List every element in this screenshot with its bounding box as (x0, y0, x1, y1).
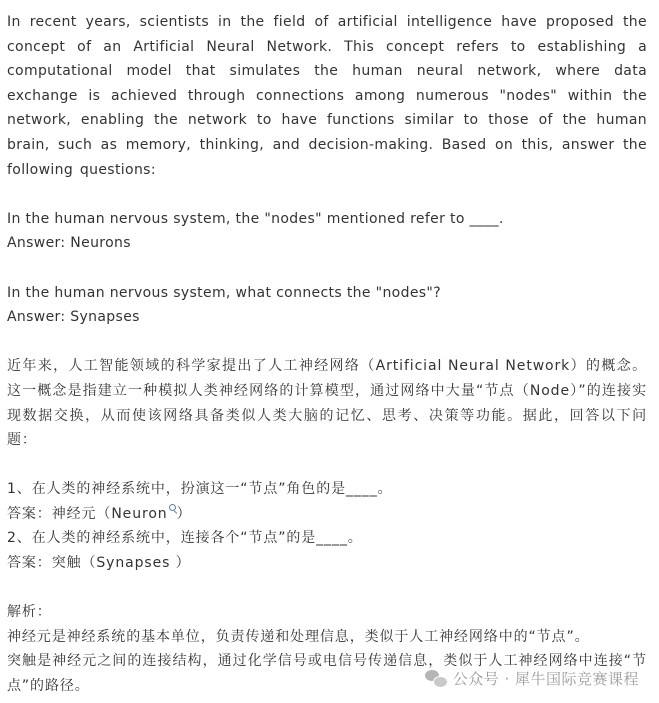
spacer (7, 330, 647, 355)
spacer (7, 576, 647, 601)
neuron-term-link[interactable]: Neuron (111, 505, 168, 522)
search-icon[interactable] (169, 504, 177, 514)
chinese-intro: 近年来，人工智能领域的科学家提出了人工神经网络（Artificial Neural Network）的概念。这一概念是指建立一种模拟人类神经网络的计算模型，通过网络中大量“节点（Node）”的连接实现数据交换，从而使该网络具备类似人类大脑的记忆、思考、决策等功能。据此，回答以下问题： (7, 358, 647, 449)
chinese-question-1: 1、在人类的神经系统中，扮演这一“节点”角色的是____。 (7, 481, 393, 498)
answer-suffix: ） (176, 505, 192, 522)
article-body (7, 10, 647, 699)
english-question-2: In the human nervous system, what connects the "nodes"? (7, 284, 441, 301)
english-question-1: In the human nervous system, the "nodes" mentioned refer to ____. (7, 210, 504, 227)
analysis-synapse: 突触是神经元之间的连接结构，通过化学信号或电信号传递信息，类似于人工神经网络中连接“节点”的路径。 (7, 653, 647, 695)
analysis-neuron: 神经元是神经系统的基本单位，负责传递和处理信息，类似于人工神经网络中的“节点”。 (7, 628, 590, 645)
watermark-text: 公众号 · 犀牛国际竞赛课程 (452, 670, 639, 688)
wechat-icon (425, 670, 447, 688)
chinese-answer-1 (7, 502, 647, 527)
english-answer-1: Answer: Neurons (7, 235, 131, 252)
chinese-answer-2: 答案：突触（Synapses ） (7, 555, 191, 572)
english-intro: In recent years, scientists in the field of artificial intelligence have proposed the concept of an Artificial Neural Network. This concept refers to establishing a computational model that simulates the human neural network, where data exchange is achieved through connections among numerous "nodes" within the network, enabling the network to have functions similar to those of the human brain, such as memory, thinking, and decision-making. Based on this, answer the following questions: (7, 14, 647, 178)
spacer (7, 256, 647, 281)
chinese-question-2: 2、在人类的神经系统中，连接各个“节点”的是____。 (7, 530, 363, 547)
spacer (7, 182, 647, 207)
spacer (7, 453, 647, 478)
english-answer-2: Answer: Synapses (7, 309, 140, 326)
analysis-title: 解析： (7, 604, 52, 621)
watermark (425, 668, 639, 689)
answer-prefix: 答案：神经元（ (7, 505, 112, 522)
